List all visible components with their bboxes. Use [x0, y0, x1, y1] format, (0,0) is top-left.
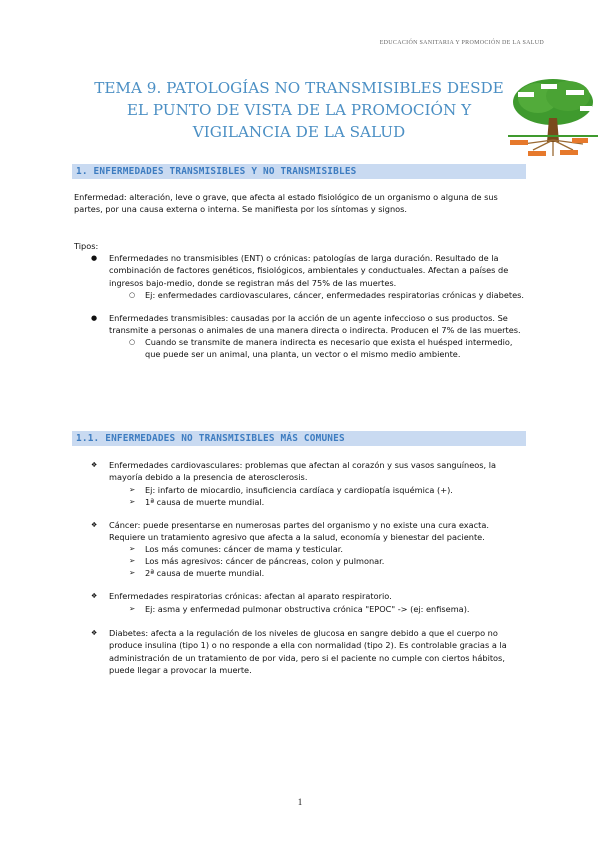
arrow-bullet-icon: ➢ [129, 604, 136, 613]
sub-list-item: Los más agresivos: cáncer de páncreas, colon y pulmonar. [145, 556, 385, 566]
sub-list-item: 1ª causa de muerte mundial. [145, 497, 265, 507]
running-header: EDUCACIÓN SANITARIA Y PROMOCIÓN DE LA SALUD [379, 40, 544, 46]
arrow-bullet-icon: ➢ [129, 556, 136, 565]
circle-bullet-icon: ○ [129, 338, 136, 346]
sub-list-item: Ej: asma y enfermedad pulmonar obstructiva crónica "EPOC" -> (ej: enfisema). [145, 604, 470, 614]
section-heading: 1.1. ENFERMEDADES NO TRANSMISIBLES MÁS COMUNES [72, 431, 526, 446]
tree-diagram-illustration [508, 78, 598, 160]
types-label: Tipos: [74, 241, 99, 251]
arrow-bullet-icon: ➢ [129, 485, 136, 494]
title-line: VIGILANCIA DE LA SALUD [192, 123, 406, 141]
arrow-bullet-icon: ➢ [129, 544, 136, 553]
sub-list-item: Cuando se transmite de manera indirecta es necesario que exista el huésped intermedio, que puede ser un animal, una planta, un vector o el mismo medio ambiente. [145, 337, 513, 360]
list-item: Diabetes: afecta a la regulación de los niveles de glucosa en sangre debido a que el cuerpo no produce insulina (tipo 1) o no responde a ella con normalidad (tipo 2). Es controlable gracias a la administración de un tratamiento de por vida, pero si el paciente no cumple con ciertos hábitos, puede llegar a provocar la muerte. [109, 628, 507, 676]
title-line: EL PUNTO DE VISTA DE LA PROMOCIÓN Y [126, 101, 472, 119]
list-item: Enfermedades no transmisibles (ENT) o crónicas: patologías de larga duración. Resultado de la combinación de factores genéticos, fisiológicos, ambientales y conductuales. Afectan a países de ingresos bajo-medio, donde se registran más del 75% de las muertes. [109, 253, 509, 288]
diamond-bullet-icon: ❖ [91, 461, 98, 469]
list-item: Cáncer: puede presentarse en numerosas partes del organismo y no existe una cura exacta. Requiere un tratamiento agresivo que afecta a la salud, economía y bienestar del paciente. [109, 520, 489, 543]
sub-list-item: Ej: infarto de miocardio, insuficiencia cardíaca y cardiopatía isquémica (+). [145, 485, 453, 495]
definition-paragraph: Enfermedad: alteración, leve o grave, que afecta al estado fisiológico de un organismo o alguna de sus partes, por una causa externa o interna. Se manifiesta por los síntomas y signos. [74, 192, 498, 215]
section-heading: 1. ENFERMEDADES TRANSMISIBLES Y NO TRANSMISIBLES [72, 164, 526, 179]
sub-list-item: Los más comunes: cáncer de mama y testicular. [145, 544, 343, 554]
bullet-icon: ● [91, 254, 98, 262]
diamond-bullet-icon: ❖ [91, 592, 98, 600]
list-item: Enfermedades cardiovasculares: problemas que afectan al corazón y sus vasos sanguíneos, la mayoría debido a la presencia de aterosclerosis. [109, 460, 497, 483]
page-title [84, 77, 514, 143]
arrow-bullet-icon: ➢ [129, 497, 136, 506]
page-number: 1 [297, 797, 303, 807]
arrow-bullet-icon: ➢ [129, 568, 136, 577]
title-line: TEMA 9. PATOLOGÍAS NO TRANSMISIBLES DESDE [94, 79, 504, 97]
diamond-bullet-icon: ❖ [91, 521, 98, 529]
circle-bullet-icon: ○ [129, 291, 136, 299]
list-item: Enfermedades transmisibles: causadas por la acción de un agente infeccioso o sus productos. Se transmite a personas o animales de una manera directa o indirecta. Producen el 7% de las muertes. [109, 313, 521, 336]
sub-list-item: Ej: enfermedades cardiovasculares, cáncer, enfermedades respiratorias crónicas y diabetes. [145, 290, 524, 300]
sub-list-item: 2ª causa de muerte mundial. [145, 568, 265, 578]
list-item: Enfermedades respiratorias crónicas: afectan al aparato respiratorio. [109, 591, 392, 601]
bullet-icon: ● [91, 314, 98, 322]
diamond-bullet-icon: ❖ [91, 629, 98, 637]
